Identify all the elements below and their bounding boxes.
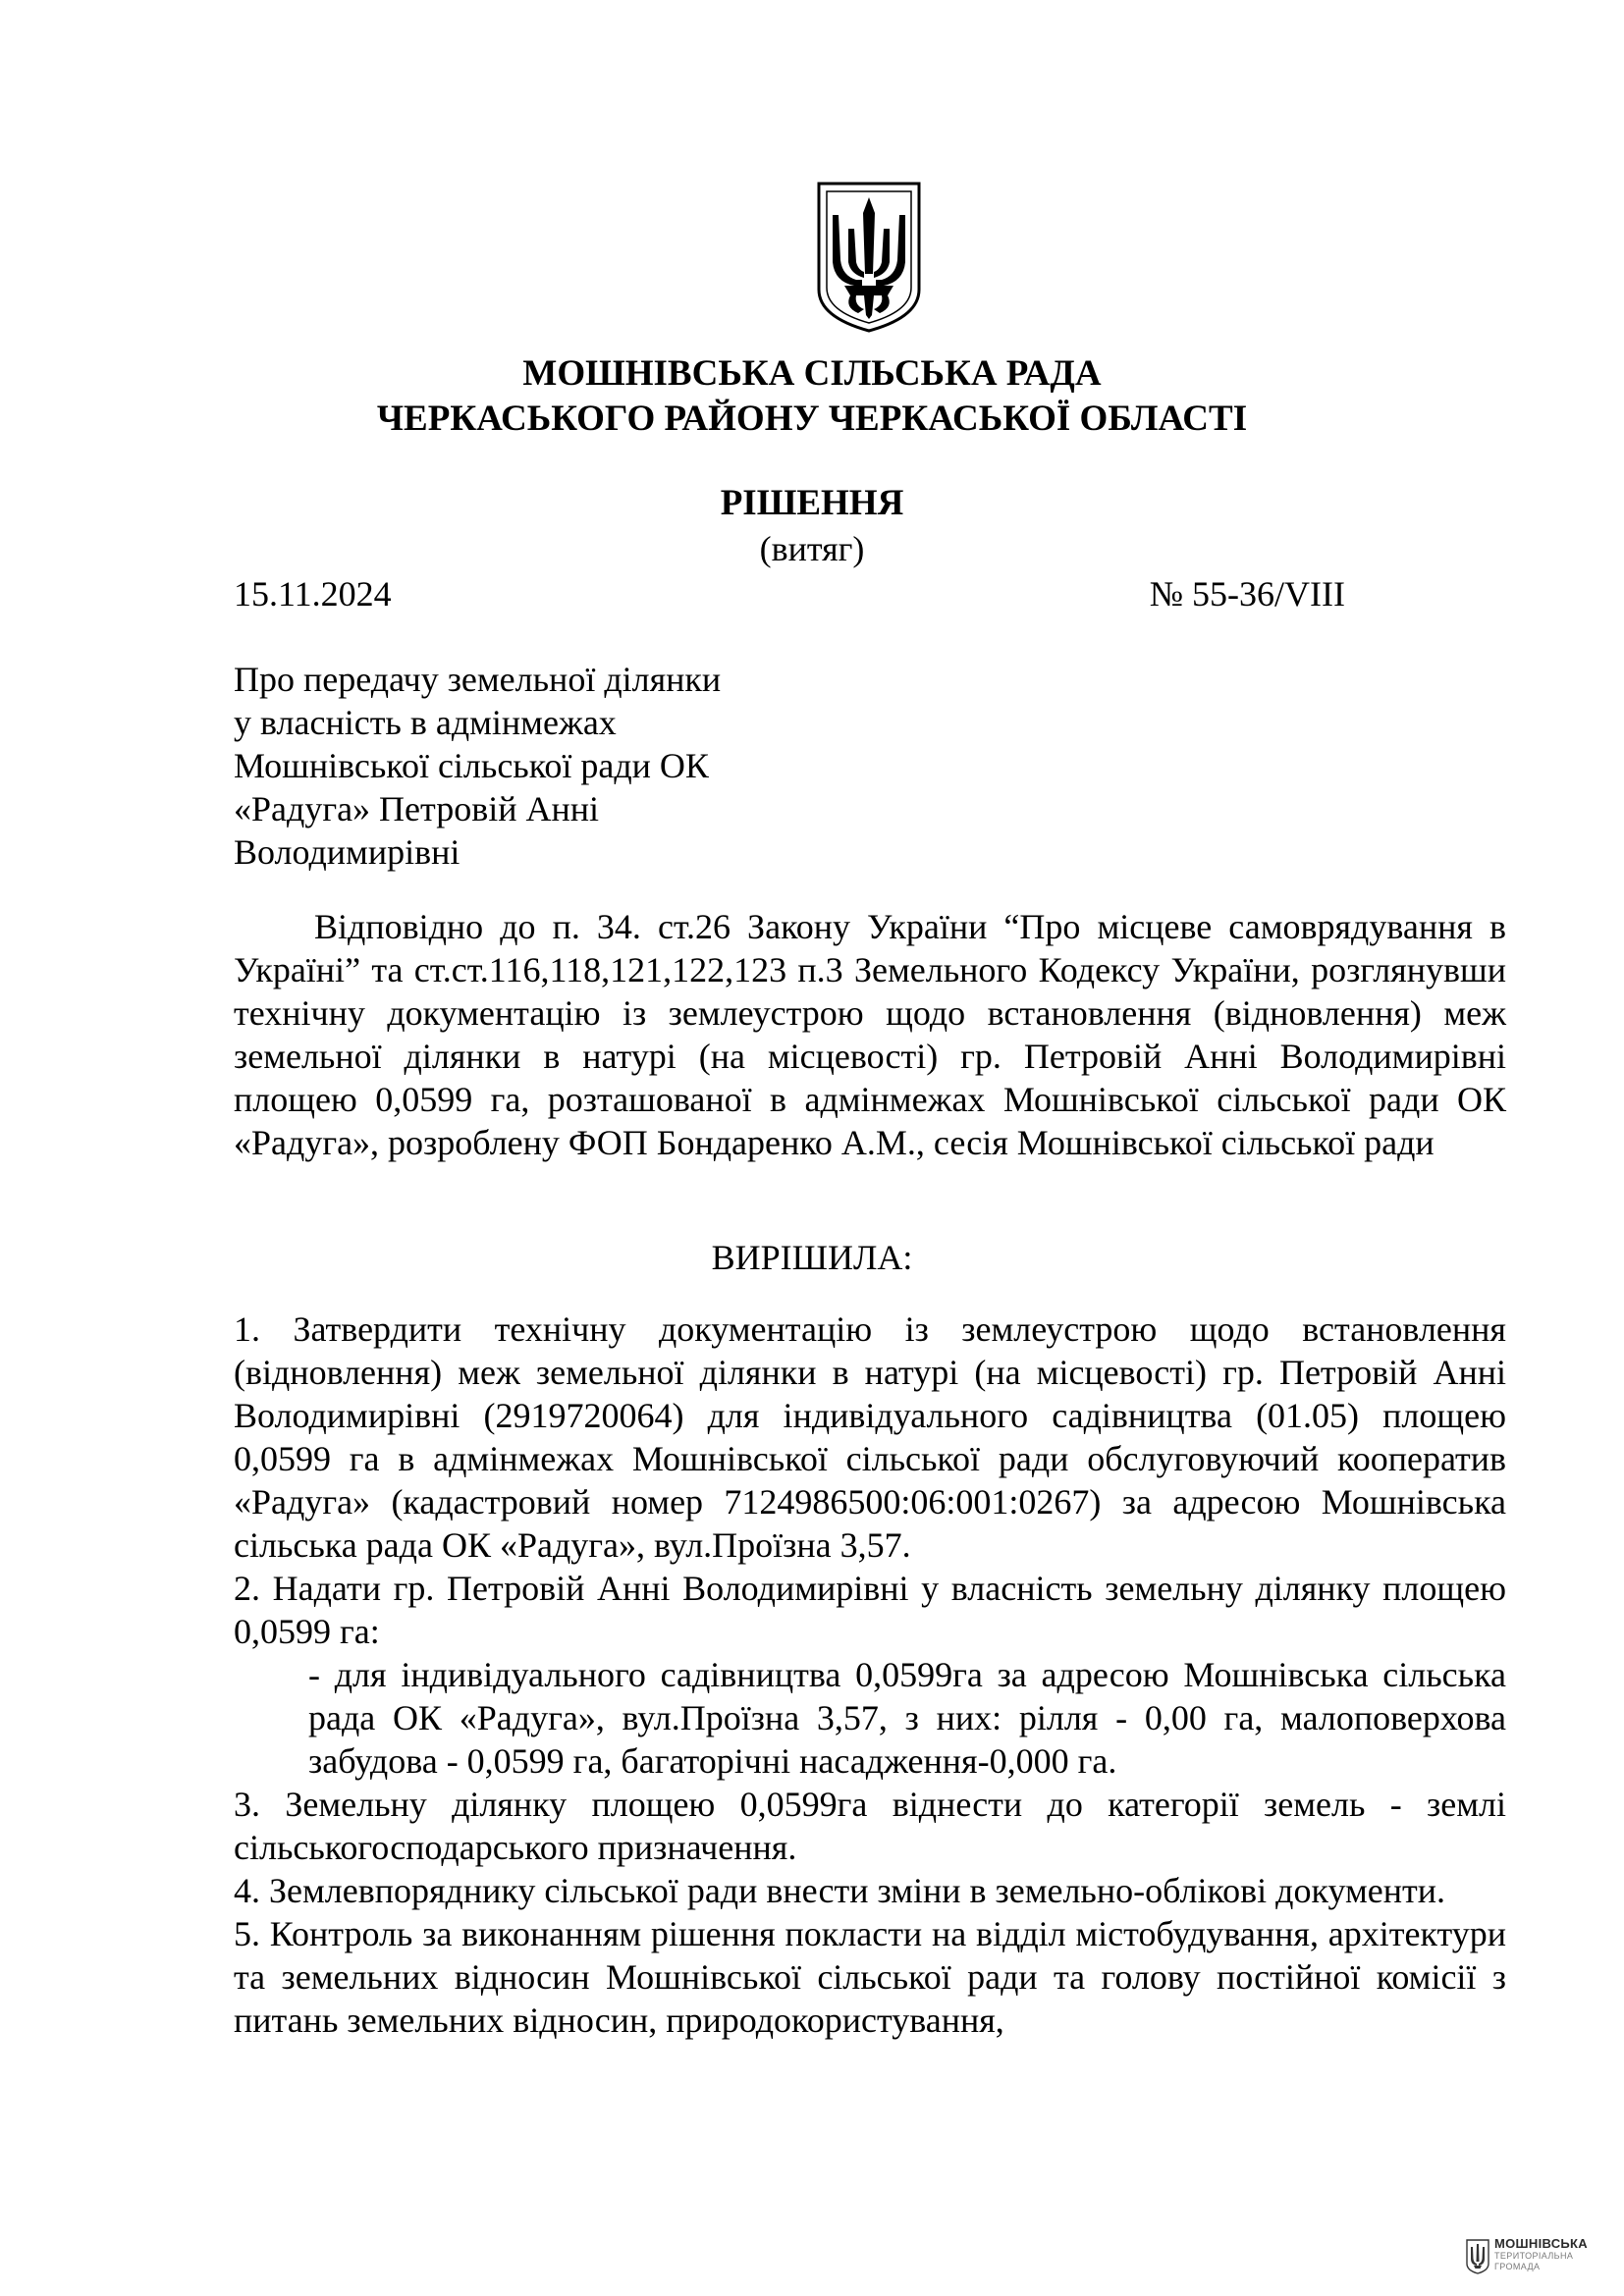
decision-item: 4. Землевпоряднику сільської ради внести зміни в земельно-облікові документи. <box>234 1871 1446 1910</box>
council-district-region: ЧЕРКАСЬКОГО РАЙОНУ ЧЕРКАСЬКОЇ ОБЛАСТІ <box>376 399 1248 439</box>
footer-logo-line3: ГРОМАДА <box>1494 2262 1541 2271</box>
decision-item: 5. Контроль за виконанням рішення покласти на відділ містобудування, архітектури та земельних відносин Мошнівської сільської ради та голову постійної комісії з питань земельних відносин, природокористування, <box>234 1914 1506 2040</box>
document-subject <box>234 658 823 874</box>
subject-line: Мошнівської сільської ради ОК <box>234 746 709 785</box>
decision-item: 2. Надати гр. Петровій Анні Володимирівні у власність земельну ділянку площею 0,0599 га: <box>234 1569 1506 1651</box>
decision-item: 1. Затвердити технічну документацію із землеустрою щодо встановлення (відновлення) меж земельної ділянки в натурі (на місцевості) гр. Петровій Анні Володимирівні (2919720064) для індивідуального садівництва (01.05) площею 0,0599 га в адмінмежах Мошнівської сільської ради обслуговуючий кооператив «Радуга» (кадастровий номер 7124986500:06:001:0267) за адресою Мошнівська сільська рада ОК «Радуга», вул.Проїзна 3,57. <box>234 1309 1506 1565</box>
extract-note: (витяг) <box>759 529 865 568</box>
decision-subitem: - для індивідуального садівництва 0,0599га за адресою Мошнівська сільська рада ОК «Радуга», вул.Проїзна 3,57, з них: рілля - 0,00 га, малоповерхова забудова - 0,0599 га, багаторічні насадження-0,000 га. <box>308 1655 1506 1781</box>
document-title: РІШЕННЯ <box>720 483 904 523</box>
decided-heading: ВИРІШИЛА: <box>711 1238 913 1277</box>
document-number: № 55-36/VIII <box>1149 574 1345 614</box>
subject-line: Про передачу земельної ділянки <box>234 660 722 699</box>
decision-items <box>234 1308 1506 2042</box>
subject-line: Володимирівні <box>234 832 460 872</box>
document-date: 15.11.2024 <box>234 574 392 614</box>
trident-emblem-icon <box>815 180 923 335</box>
subject-line: у власність в адмінмежах <box>234 703 617 742</box>
footer-logo <box>1465 2236 1612 2279</box>
footer-logo-line2: ТЕРИТОРІАЛЬНА <box>1494 2251 1574 2261</box>
council-name: МОШНІВСЬКА СІЛЬСЬКА РАДА <box>522 353 1102 394</box>
subject-line: «Радуга» Петровій Анні <box>234 789 600 828</box>
decision-item: 3. Земельну ділянку площею 0,0599га віднести до категорії земель - землі сільськогосподарського призначення. <box>234 1785 1506 1867</box>
preamble-paragraph: Відповідно до п. 34. ст.26 Закону України “Про місцеве самоврядування в Україні” та ст.ст.116,118,121,122,123 п.3 Земельного Кодексу України, розглянувши технічну документацію із землеустрою щодо встановлення (відновлення) меж земельної ділянки в натурі (на місцевості) гр. Петровій Анні Володимирівні площею 0,0599 га, розташованої в адмінмежах Мошнівської сільської ради ОК «Радуга», розроблену ФОП Бондаренко А.М., сесія Мошнівської сільської ради <box>234 907 1506 1162</box>
footer-logo-name: МОШНІВСЬКА <box>1494 2236 1588 2251</box>
trident-small-icon <box>1465 2238 1490 2275</box>
